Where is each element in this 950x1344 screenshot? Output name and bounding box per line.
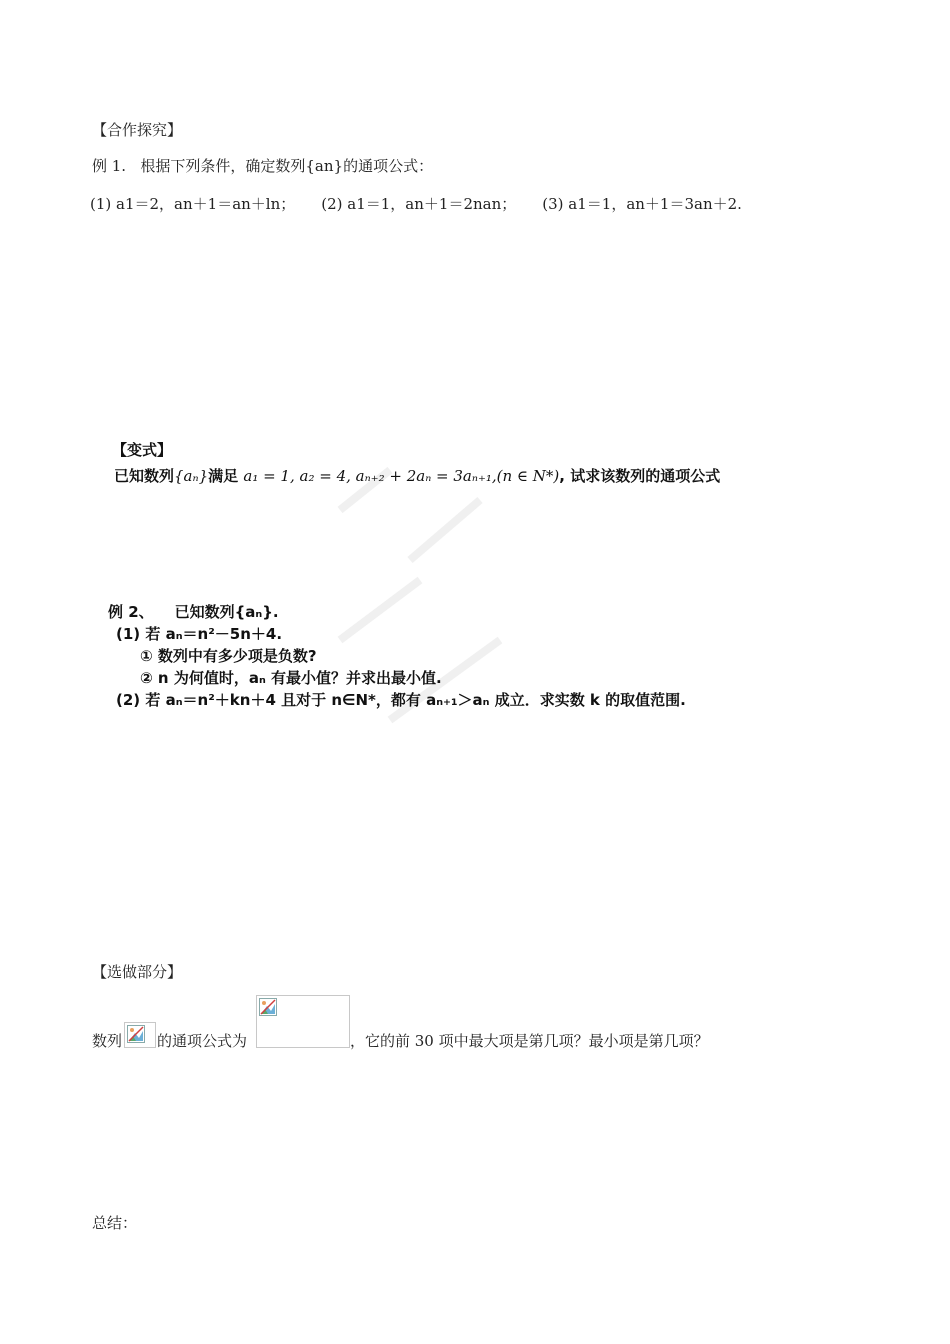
example2-part1b: ② n 为何值时，aₙ 有最小值？并求出最小值.: [140, 669, 442, 687]
example2-label: 例 2、: [108, 603, 154, 621]
example1-heading: 例 1. 根据下列条件，确定数列{an}的通项公式：: [92, 157, 434, 175]
example2-text: 已知数列{aₙ}.: [174, 603, 279, 621]
variant-prefix: 已知数列: [114, 467, 175, 485]
watermark-icon: [330, 440, 550, 760]
summary-label: 总结：: [92, 1214, 138, 1232]
variant-mid: 满足: [208, 467, 239, 485]
optional-suffix: ，它的前 30 项中最大项是第几项？最小项是第几项？: [350, 1032, 709, 1050]
optional-mid: 的通项公式为: [157, 1032, 248, 1050]
example2-heading: [108, 602, 279, 622]
broken-image-icon: [259, 998, 277, 1016]
variant-suffix: 试求该数列的通项公式: [570, 467, 721, 485]
variant-sequence: {aₙ}: [174, 467, 209, 485]
broken-image-icon: [127, 1025, 145, 1043]
variant-statement: 已知数列{aₙ}满足 a₁ = 1, a₂ = 4, aₙ₊₂ + 2aₙ = 3aₙ₊₁,(n ∈ N*), 试求该数列的通项公式: [114, 467, 721, 485]
sequence-image: [124, 1022, 156, 1048]
example1-item-3: (3) a1＝1，an＋1＝3an＋2.: [542, 195, 742, 213]
variant-condition: (n ∈ N*): [496, 467, 560, 485]
example1-item-1: (1) a1＝2，an＋1＝an＋ln；: [90, 195, 296, 213]
example1-item-2: (2) a1＝1，an＋1＝2nan；: [321, 195, 517, 213]
example2-part2: (2) 若 aₙ＝n²＋kn＋4 且对于 n∈N*，都有 aₙ₊₁＞aₙ 成立．求实数 k 的取值范围.: [116, 691, 686, 709]
example2-part1: (1) 若 aₙ＝n²－5n＋4.: [116, 625, 283, 643]
section-title-optional: 【选做部分】: [92, 963, 183, 981]
variant-formula: a₁ = 1, a₂ = 4, aₙ₊₂ + 2aₙ = 3aₙ₊₁,: [243, 467, 497, 485]
optional-prefix: 数列: [92, 1032, 123, 1050]
example1-items: [90, 194, 742, 214]
section-title-cooperative: 【合作探究】: [92, 121, 183, 139]
variant-title: 【变式】: [112, 441, 173, 459]
example2-part1a: ① 数列中有多少项是负数?: [140, 647, 317, 665]
formula-image: [256, 995, 350, 1048]
